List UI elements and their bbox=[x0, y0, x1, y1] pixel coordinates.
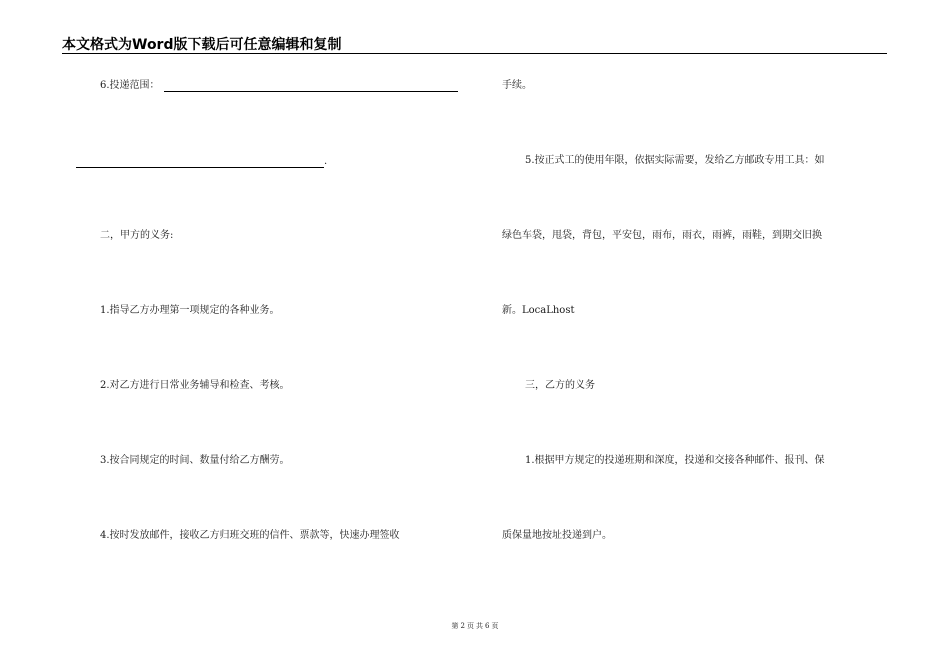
left-line-delivery-scope bbox=[100, 80, 458, 92]
page-number-footer bbox=[0, 621, 950, 631]
page-label: 页 bbox=[467, 622, 474, 630]
right-line-duty-5: 5.按正式工的使用年限，依据实际需要，发给乙方邮政专用工具：如 bbox=[525, 155, 825, 166]
delivery-scope-label: 6.投递范围： bbox=[100, 80, 160, 91]
right-line-deliver-to-door: 质保量地按址投递到户。 bbox=[502, 530, 612, 541]
delivery-scope-blank bbox=[164, 82, 458, 92]
total-label: 页 bbox=[491, 622, 499, 630]
left-line-duty-2: 2.对乙方进行日常业务辅导和检查、考核。 bbox=[100, 380, 290, 391]
left-line-duty-4: 4.按时发放邮件，接收乙方归班交班的信件、票款等，快速办理签收 bbox=[100, 530, 400, 541]
page-prefix: 第 bbox=[451, 622, 459, 630]
left-line-duty-1: 1.指导乙方办理第一项规定的各种业务。 bbox=[100, 305, 280, 316]
left-line-scope-continuation bbox=[76, 156, 327, 168]
document-header-title: 本文格式为Word版下载后可任意编辑和复制 bbox=[62, 37, 342, 53]
left-line-duty-3: 3.按合同规定的时间、数量付给乙方酬劳。 bbox=[100, 455, 290, 466]
total-prefix: 共 bbox=[476, 622, 483, 630]
scope-continuation-end: . bbox=[324, 156, 328, 167]
right-line-replace-new: 新。LocaLhost bbox=[502, 305, 575, 316]
right-line-equipment-list: 绿色车袋，甩袋，背包，平安包，雨布，雨衣，雨裤，雨鞋，到期交旧换 bbox=[502, 230, 822, 241]
left-line-party-a-duties-heading: 二，甲方的义务: bbox=[100, 230, 174, 241]
header-divider bbox=[62, 53, 887, 54]
scope-continuation-blank bbox=[76, 158, 324, 168]
right-line-procedures: 手续。 bbox=[502, 80, 532, 91]
right-line-party-b-duties-heading: 三，乙方的义务 bbox=[525, 380, 595, 391]
current-page-number: 2 bbox=[460, 622, 465, 630]
right-line-party-b-duty-1: 1.根据甲方规定的投递班期和深度，投递和交接各种邮件、报刊、保 bbox=[525, 455, 825, 466]
total-page-number: 6 bbox=[485, 622, 490, 630]
